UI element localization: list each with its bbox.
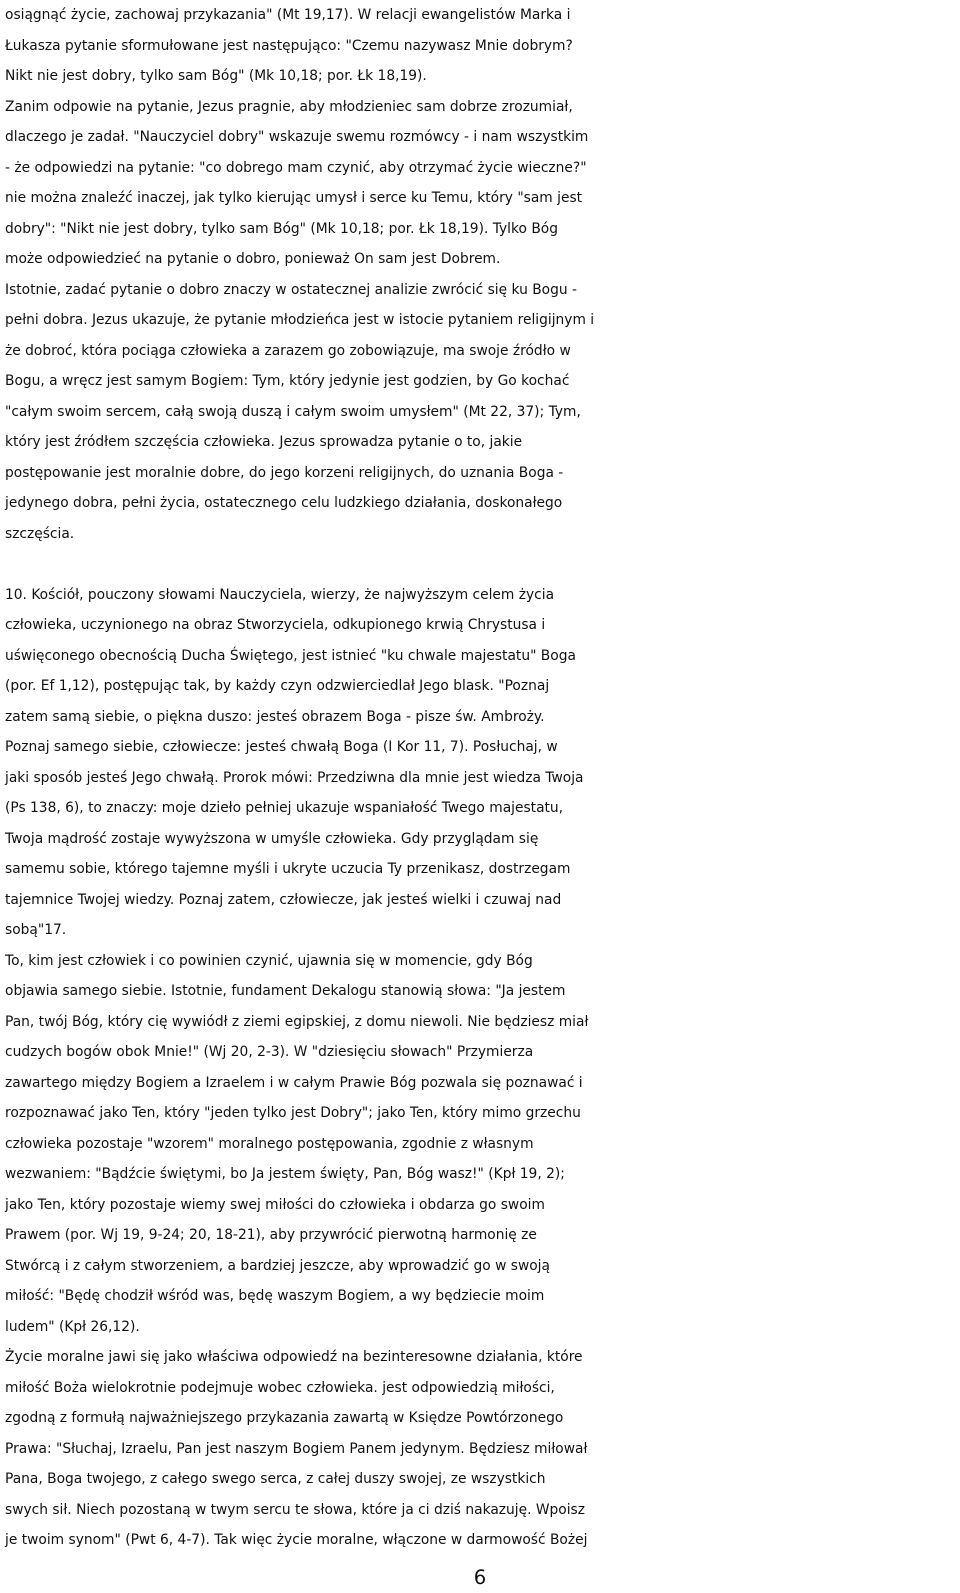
text-line: Łukasza pytanie sformułowane jest następująco: "Czemu nazywasz Mnie dobrym? — [5, 37, 573, 54]
text-line: Prawa: "Słuchaj, Izraelu, Pan jest naszym Bogiem Panem jedynym. Będziesz miłował — [5, 1440, 588, 1457]
text-line: miłość: "Będę chodził wśród was, będę waszym Bogiem, a wy będziecie moim — [5, 1288, 545, 1304]
text-line: objawia samego siebie. Istotnie, fundament Dekalogu stanowią słowa: "Ja jestem — [5, 983, 566, 999]
text-line: jako Ten, który pozostaje wiemy swej miłości do człowieka i obdarza go swoim — [5, 1196, 545, 1213]
text-line: Pana, Boga twojego, z całego swego serca, z całej duszy swojej, ze wszystkich — [5, 1471, 546, 1487]
text-line: nie można znaleźć inaczej, jak tylko kierując umysł i serce ku Temu, który "sam jest — [5, 190, 583, 206]
page-number: 6 — [473, 1566, 487, 1589]
text-line: swych sił. Niech pozostaną w twym sercu te słowa, które ja ci dziś nakazuję. Wpoisz — [5, 1501, 585, 1518]
text-line: ludem" (Kpł 26,12). — [5, 1318, 140, 1335]
text-line: "całym swoim sercem, całą swoją duszą i całym swoim umysłem" (Mt 22, 37); Tym, — [5, 403, 581, 420]
text-line: jaki sposób jesteś Jego chwałą. Prorok mówi: Przedziwna dla mnie jest wiedza Twoja — [5, 769, 584, 786]
text-line: Prawem (por. Wj 19, 9-24; 20, 18-21), aby przywrócić pierwotną harmonię ze — [5, 1227, 537, 1243]
text-line: zawartego między Bogiem a Izraelem i w całym Prawie Bóg pozwala się poznawać i — [5, 1074, 583, 1091]
text-line: sobą"17. — [5, 922, 67, 938]
text-line: dlaczego je zadał. "Nauczyciel dobry" wskazuje swemu rozmówcy - i nam wszystkim — [5, 129, 589, 145]
text-line: jedynego dobra, pełni życia, ostatecznego celu ludzkiego działania, doskonałego — [5, 495, 563, 511]
text-line: samemu sobie, którego tajemne myśli i ukryte uczucia Ty przenikasz, dostrzegam — [5, 861, 571, 877]
text-line: pełni dobra. Jezus ukazuje, że pytanie młodzieńca jest w istocie pytaniem religijnym i — [5, 312, 595, 328]
text-line: Życie moralne jawi się jako właściwa odpowiedź na bezinteresowne działania, które — [5, 1349, 583, 1365]
text-line: Stwórcą i z całym stworzeniem, a bardziej jeszcze, aby wprowadzić go w swoją — [5, 1257, 550, 1274]
text-line: postępowanie jest moralnie dobre, do jego korzeni religijnych, do uznania Boga - — [5, 464, 564, 481]
text-line: osiągnąć życie, zachowaj przykazania" (Mt 19,17). W relacji ewangelistów Marka i — [5, 7, 571, 23]
text-line: Nikt nie jest dobry, tylko sam Bóg" (Mk 10,18; por. Łk 18,19). — [5, 68, 427, 84]
text-line: Pan, twój Bóg, który cię wywiódł z ziemi egipskiej, z domu niewoli. Nie będziesz miał — [5, 1013, 589, 1030]
text-line: miłość Boża wielokrotnie podejmuje wobec człowieka. jest odpowiedzią miłości, — [5, 1379, 555, 1396]
text-line: wezwaniem: "Bądźcie świętymi, bo Ja jestem święty, Pan, Bóg wasz!" (Kpł 19, 2); — [5, 1166, 565, 1182]
text-line: Zanim odpowie na pytanie, Jezus pragnie, aby młodzieniec sam dobrze zrozumiał, — [5, 98, 573, 115]
text-line: rozpoznawać jako Ten, który "jeden tylko jest Dobry"; jako Ten, który mimo grzechu — [5, 1105, 581, 1121]
text-line: 10. Kościół, pouczony słowami Nauczyciela, wierzy, że najwyższym celem życia — [5, 586, 555, 603]
text-line: zgodną z formułą najważniejszego przykazania zawartą w Księdze Powtórzonego — [5, 1410, 564, 1426]
text-line: (por. Ef 1,12), postępując tak, by każdy czyn odzwierciedlał Jego blask. "Poznaj — [5, 678, 550, 694]
text-line: Istotnie, zadać pytanie o dobro znaczy w ostatecznej analizie zwrócić się ku Bogu - — [5, 281, 577, 298]
text-line: (Ps 138, 6), to znaczy: moje dzieło pełniej ukazuje wspaniałość Twego majestatu, — [5, 800, 564, 816]
text-line: cudzych bogów obok Mnie!" (Wj 20, 2-3). W "dziesięciu słowach" Przymierza — [5, 1044, 534, 1060]
text-line: tajemnice Twojej wiedzy. Poznaj zatem, człowiecze, jak jesteś wielki i czuwaj nad — [5, 891, 562, 908]
text-line: szczęścia. — [5, 525, 75, 542]
text-line: człowieka, uczynionego na obraz Stworzyciela, odkupionego krwią Chrystusa i — [5, 617, 546, 633]
text-line: To, kim jest człowiek i co powinien czynić, ujawnia się w momencie, gdy Bóg — [5, 952, 533, 969]
text-line: Poznaj samego siebie, człowiecze: jesteś chwałą Boga (I Kor 11, 7). Posłuchaj, w — [5, 739, 558, 755]
text-line: może odpowiedzieć na pytanie o dobro, ponieważ On sam jest Dobrem. — [5, 251, 501, 267]
text-line: Twoja mądrość zostaje wywyższona w umyśle człowieka. Gdy przyglądam się — [5, 830, 539, 847]
text-line: je twoim synom" (Pwt 6, 4-7). Tak więc życie moralne, włączone w darmowość Bożej — [5, 1532, 588, 1548]
text-line: uświęconego obecnością Ducha Świętego, jest istnieć "ku chwale majestatu" Boga — [5, 647, 576, 664]
text-line: człowieka pozostaje "wzorem" moralnego postępowania, zgodnie z własnym — [5, 1135, 534, 1152]
text-line: - że odpowiedzi na pytanie: "co dobrego mam czynić, aby otrzymać życie wieczne?" — [5, 159, 587, 176]
text-line: zatem samą siebie, o piękna duszo: jesteś obrazem Boga - pisze św. Ambroży. — [5, 708, 545, 725]
text-line: który jest źródłem szczęścia człowieka. Jezus sprowadza pytanie o to, jakie — [5, 434, 523, 450]
text-line: dobry": "Nikt nie jest dobry, tylko sam Bóg" (Mk 10,18; por. Łk 18,19). Tylko Bóg — [5, 220, 558, 237]
text-line: Bogu, a wręcz jest samym Bogiem: Tym, który jedynie jest godzien, by Go kochać — [5, 373, 570, 389]
text-line — [5, 549, 955, 580]
document-body — [5, 0, 955, 1556]
text-line: że dobroć, która pociąga człowieka a zarazem go zobowiązuje, ma swoje źródło w — [5, 342, 571, 359]
